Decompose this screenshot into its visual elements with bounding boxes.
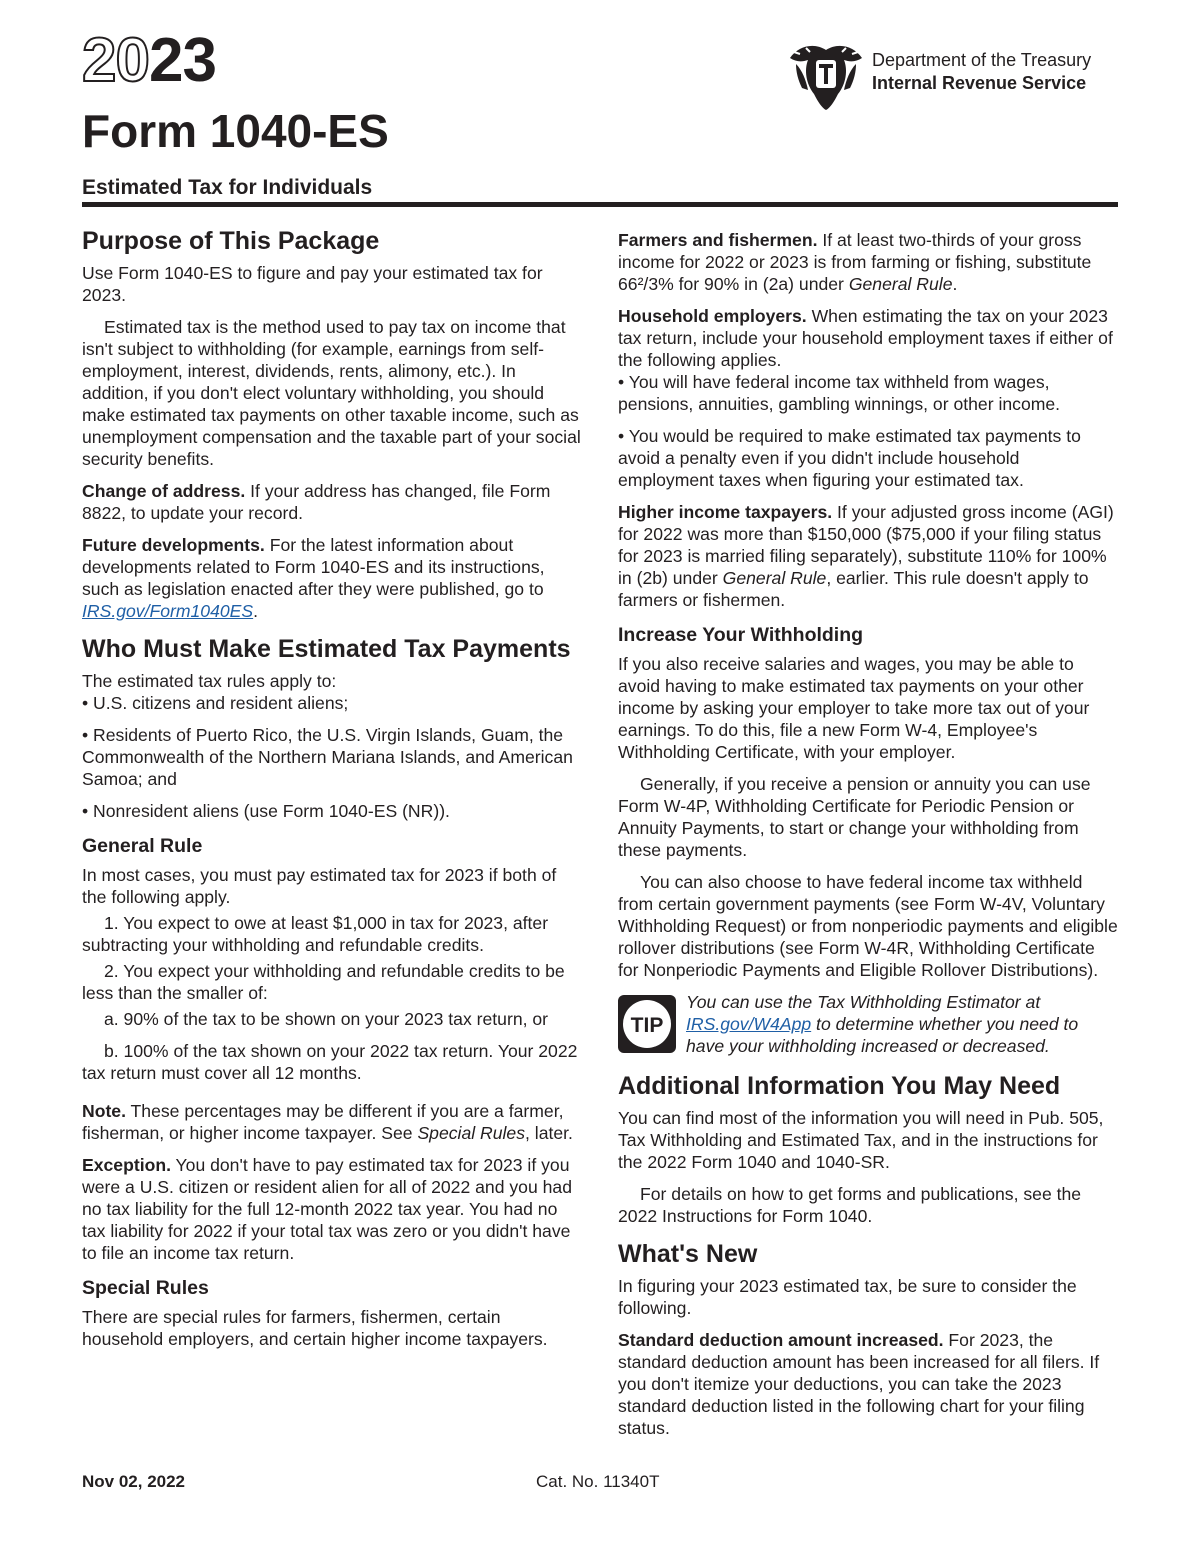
general-rule-item-1: 1. You expect to owe at least $1,000 in tax for 2023, after subtracting your withholding and refundable credits. <box>82 913 549 955</box>
future-developments-text: For the latest information about developments related to Form 1040-ES and its instructions, such as legislation enacted after they were published, go to <box>82 535 545 599</box>
tip-text <box>686 991 1120 1057</box>
year-outline-digits: 20 <box>82 26 149 95</box>
note-paragraph <box>82 1100 582 1144</box>
exception-text: You don't have to pay estimated tax for 2023 if you were a U.S. citizen or resident alien for all of 2022 and you had no tax liability for the full 12-month 2022 tax year. You had no tax liability for 2022 if your total tax was zero or you didn't have to file an income tax return. <box>82 1155 572 1263</box>
agency-department: Department of the Treasury <box>872 50 1092 70</box>
tip-text-2: to determine whether you need to have your withholding increased or decreased. <box>686 1014 1079 1056</box>
who-must-bullet-3: • Nonresident aliens (use Form 1040-ES (NR)). <box>82 801 450 821</box>
household-bullet-1: • You will have federal income tax withheld from wages, pensions, annuities, gambling winnings, or other income. <box>618 372 1061 414</box>
farmers-end: . <box>952 274 958 294</box>
additional-info-paragraph-2: For details on how to get forms and publications, see the 2022 Instructions for Form 1040. <box>618 1184 1082 1226</box>
who-must-bullet-1: • U.S. citizens and resident aliens; <box>82 693 349 713</box>
higher-income-paragraph <box>618 501 1120 611</box>
who-must-heading: Who Must Make Estimated Tax Payments <box>82 635 571 663</box>
farmers-general-rule: General Rule <box>848 274 953 294</box>
household-lead: Household employers. <box>618 306 807 326</box>
household-text: When estimating the tax on your 2023 tax return, include your household employment taxes if either of the following applies. <box>618 306 1113 370</box>
increase-withholding-paragraph-1: If you also receive salaries and wages, you may be able to avoid having to make estimated tax payments on your other income by asking your employer to take more tax out of your earnings. To do this, file a new Form W-4, Employee's Withholding Certificate, with your employer. <box>618 654 1090 762</box>
additional-info-heading: Additional Information You May Need <box>618 1072 1061 1100</box>
whats-new-heading: What's New <box>618 1240 758 1268</box>
footer-date: Nov 02, 2022 <box>82 1472 186 1491</box>
agency-block <box>872 49 1091 95</box>
farmers-paragraph <box>618 229 1120 295</box>
purpose-heading: Purpose of This Package <box>82 227 380 255</box>
w4app-link[interactable]: IRS.gov/W4App <box>686 1014 812 1034</box>
increase-withholding-paragraph-2: Generally, if you receive a pension or annuity you can use Form W-4P, Withholding Certificate for Periodic Pension or Annuity Payments, to start or change your withholding from these payments. <box>618 774 1091 860</box>
additional-info-paragraph-1: You can find most of the information you will need in Pub. 505, Tax Withholding and Estimated Tax, and in the instructions for the 2022 Form 1040 and 1040-SR. <box>618 1108 1104 1172</box>
form-year <box>82 26 216 95</box>
whats-new-paragraph: In figuring your 2023 estimated tax, be sure to consider the following. <box>618 1276 1077 1318</box>
household-bullet-2: • You would be required to make estimated tax payments to avoid a penalty even if you didn't include household employment taxes when figuring your estimated tax. <box>618 426 1081 490</box>
year-solid-digits: 23 <box>148 26 216 95</box>
note-text: These percentages may be different if you are a farmer, fisherman, or higher income taxpayer. See <box>82 1101 564 1143</box>
standard-deduction-lead: Standard deduction amount increased. <box>618 1330 944 1350</box>
exception-lead: Exception. <box>82 1155 171 1175</box>
future-developments-end: . <box>253 601 259 621</box>
agency-irs: Internal Revenue Service <box>872 73 1087 93</box>
higher-income-lead: Higher income taxpayers. <box>618 502 833 522</box>
purpose-paragraph-1: Use Form 1040-ES to figure and pay your estimated tax for 2023. <box>82 263 543 305</box>
who-must-bullet-2: • Residents of Puerto Rico, the U.S. Virgin Islands, Guam, the Commonwealth of the Northern Mariana Islands, and American Samoa; and <box>82 725 573 789</box>
irs-eagle-seal-icon <box>786 40 866 112</box>
tip-box <box>618 991 1120 1057</box>
general-rule-item-b: b. 100% of the tax shown on your 2022 tax return. Your 2022 tax return must cover all 12 months. <box>82 1041 578 1083</box>
tip-label: TIP <box>630 1014 664 1037</box>
right-column <box>618 229 1120 1449</box>
who-must-intro: The estimated tax rules apply to: <box>82 671 337 691</box>
left-column <box>82 220 582 1360</box>
tip-icon <box>618 995 676 1053</box>
footer-cat-no: Cat. No. 11340T <box>536 1472 660 1491</box>
note-end: , later. <box>525 1123 573 1143</box>
future-developments-paragraph <box>82 534 582 622</box>
form-subtitle: Estimated Tax for Individuals <box>82 176 373 199</box>
note-lead: Note. <box>82 1101 126 1121</box>
special-rules-paragraph: There are special rules for farmers, fishermen, certain household employers, and certain higher income taxpayers. <box>82 1307 548 1349</box>
change-of-address-paragraph <box>82 480 582 524</box>
farmers-lead: Farmers and fishermen. <box>618 230 818 250</box>
general-rule-item-2: 2. You expect your withholding and refundable credits to be less than the smaller of: <box>82 961 565 1003</box>
note-special-rules: Special Rules <box>417 1123 526 1143</box>
change-of-address-lead: Change of address. <box>82 481 246 501</box>
general-rule-item-a: a. 90% of the tax to be shown on your 2023 tax return, or <box>104 1009 549 1029</box>
change-of-address-text: If your address has changed, file Form 8822, to update your record. <box>82 481 551 523</box>
form-title: Form 1040-ES <box>82 105 389 157</box>
higher-income-end: , earlier. This rule doesn't apply to farmers or fishermen. <box>618 568 1089 610</box>
increase-withholding-heading: Increase Your Withholding <box>618 624 864 646</box>
tip-text-1: You can use the Tax Withholding Estimator at <box>686 992 1041 1012</box>
header-rule <box>82 202 1118 207</box>
increase-withholding-paragraph-3: You can also choose to have federal income tax withheld from certain government payments (see Form W-4V, Voluntary Withholding Request) or from nonperiodic payments and eligible rollover distributions (see Form W-4R, Withholding Certificate for Nonperiodic Payments and Eligible Rollover Distributions). <box>618 872 1118 980</box>
standard-deduction-paragraph <box>618 1329 1120 1439</box>
form1040es-link[interactable]: IRS.gov/Form1040ES <box>82 601 254 621</box>
special-rules-heading: Special Rules <box>82 1277 209 1299</box>
standard-deduction-text: For 2023, the standard deduction amount has been increased for all filers. If you don't itemize your deductions, you can take the 2023 standard deduction listed in the following chart for your filing status. <box>618 1330 1100 1438</box>
higher-income-text: If your adjusted gross income (AGI) for 2022 was more than $150,000 ($75,000 if your filing status for 2023 is married filing separately), substitute 110% for 100% in (2b) under <box>618 502 1114 588</box>
purpose-paragraph-2: Estimated tax is the method used to pay tax on income that isn't subject to withholding (for example, earnings from self-employment, interest, dividends, rents, alimony, etc.). In addition, if you don't elect voluntary withholding, you should make estimated tax payments on other taxable income, such as unemployment compensation and the taxable part of your social security benefits. <box>82 317 581 469</box>
future-developments-lead: Future developments. <box>82 535 265 555</box>
higher-income-general-rule: General Rule <box>722 568 827 588</box>
farmers-text: If at least two-thirds of your gross income for 2022 or 2023 is from farming or fishing, substitute 66²/3% for 90% in (2a) under <box>618 230 1092 294</box>
general-rule-paragraph: In most cases, you must pay estimated tax for 2023 if both of the following apply. <box>82 865 557 907</box>
household-paragraph <box>618 305 1120 371</box>
exception-paragraph <box>82 1154 582 1264</box>
general-rule-heading: General Rule <box>82 835 203 857</box>
